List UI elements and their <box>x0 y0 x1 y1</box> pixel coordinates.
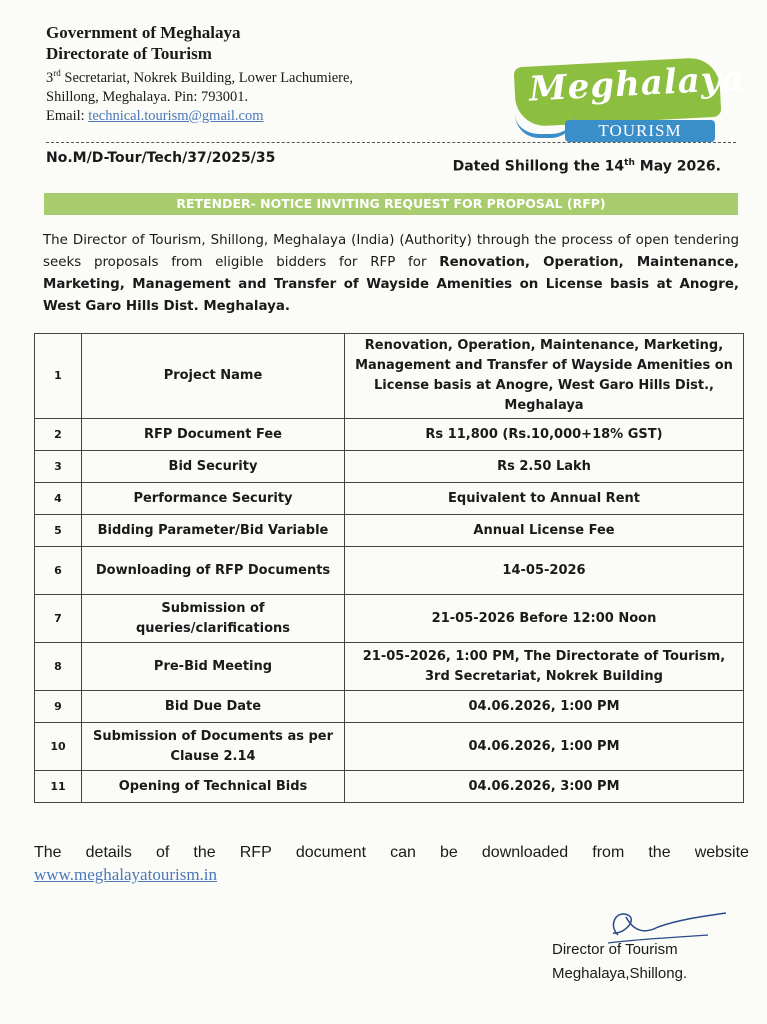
logo-tagline: TOURISM <box>598 121 682 140</box>
intro-plain-text: The Director of Tourism, Shillong, Meghalaya (India) (Authority) through the process of open tendering seeks proposals from eligible bidders for RFP for <box>43 233 739 270</box>
table-row <box>35 483 744 515</box>
footer-word: RFP <box>239 844 272 861</box>
row-label: Submission of Documents as per Clause 2.14 <box>82 723 345 771</box>
footer-word: be <box>440 844 458 861</box>
signatory-location: Meghalaya,Shillong. <box>552 965 688 982</box>
reference-number: No.M/D-Tour/Tech/37/2025/35 <box>46 150 276 166</box>
row-value: Rs 11,800 (Rs.10,000+18% GST) <box>345 419 744 451</box>
row-value: Equivalent to Annual Rent <box>345 483 744 515</box>
footer-word: document <box>295 844 367 861</box>
table-row <box>35 334 744 419</box>
row-value: Renovation, Operation, Maintenance, Marketing, Management and Transfer of Wayside Amenities on License basis at Anogre, West Garo Hills Dist., Meghalaya <box>345 334 744 419</box>
row-label: Project Name <box>82 334 345 419</box>
footer-sentence <box>34 842 749 864</box>
date-suffix: May 2026. <box>634 158 721 175</box>
government-name: Government of Meghalaya <box>46 23 241 42</box>
row-label: Bid Security <box>82 451 345 483</box>
row-number: 1 <box>35 334 82 419</box>
row-number: 7 <box>35 595 82 643</box>
table-row <box>35 451 744 483</box>
row-label: Downloading of RFP Documents <box>82 547 345 595</box>
email-line <box>46 107 466 126</box>
rfp-details-table <box>34 333 744 803</box>
row-label: Bidding Parameter/Bid Variable <box>82 515 345 547</box>
table-row <box>35 723 744 771</box>
table-row <box>35 771 744 803</box>
row-number: 4 <box>35 483 82 515</box>
footer-word: of <box>155 844 170 861</box>
address-line-1 <box>46 64 466 88</box>
logo-wordmark: Meghalaya <box>528 58 746 110</box>
address-superscript: rd <box>53 68 61 78</box>
footer-word: the <box>648 844 671 861</box>
intro-bold-text: Renovation, Operation, Maintenance, Marketing, Management and Transfer of Wayside Amenities on License basis at Anogre, West Garo Hills Dist. Meghalaya. <box>43 255 740 314</box>
row-number: 2 <box>35 419 82 451</box>
email-label: Email: <box>46 107 89 124</box>
meghalaya-tourism-logo <box>515 58 746 144</box>
date-superscript: th <box>624 158 635 168</box>
intro-paragraph <box>43 230 739 318</box>
table-row <box>35 419 744 451</box>
table-row <box>35 515 744 547</box>
signatory-block <box>552 938 687 986</box>
row-number: 9 <box>35 691 82 723</box>
footer-word: details <box>85 844 132 861</box>
header-divider <box>46 142 736 143</box>
row-value: 21-05-2026, 1:00 PM, The Directorate of Tourism, 3rd Secretariat, Nokrek Building <box>345 643 744 691</box>
notice-title: RETENDER- NOTICE INVITING REQUEST FOR PROPOSAL (RFP) <box>176 196 606 211</box>
row-label: Performance Security <box>82 483 345 515</box>
row-number: 10 <box>35 723 82 771</box>
footer-word: website <box>694 844 749 861</box>
row-label: Bid Due Date <box>82 691 345 723</box>
website-link[interactable]: www.meghalayatourism.in <box>34 865 218 884</box>
footer-word: can <box>390 844 416 861</box>
letterhead <box>46 22 466 126</box>
row-label: Submission of queries/clarifications <box>82 595 345 643</box>
row-label: RFP Document Fee <box>82 419 345 451</box>
email-link[interactable]: technical.tourism@gmail.com <box>88 107 264 124</box>
row-label: Opening of Technical Bids <box>82 771 345 803</box>
row-number: 11 <box>35 771 82 803</box>
row-number: 6 <box>35 547 82 595</box>
footer-word: The <box>34 844 62 861</box>
footer-note <box>34 842 749 887</box>
row-number: 3 <box>35 451 82 483</box>
footer-word: the <box>193 844 216 861</box>
signatory-title: Director of Tourism <box>552 941 678 958</box>
address-line-2: Shillong, Meghalaya. Pin: 793001. <box>46 88 249 105</box>
table-row <box>35 643 744 691</box>
table-row <box>35 595 744 643</box>
logo-band <box>565 120 715 142</box>
footer-word: from <box>592 844 625 861</box>
row-value: 21-05-2026 Before 12:00 Noon <box>345 595 744 643</box>
row-number: 8 <box>35 643 82 691</box>
row-label: Pre-Bid Meeting <box>82 643 345 691</box>
address-number: 3 <box>46 69 54 86</box>
address-rest: Secretariat, Nokrek Building, Lower Lachumiere, <box>60 69 354 86</box>
row-value: Rs 2.50 Lakh <box>345 451 744 483</box>
row-value: 04.06.2026, 1:00 PM <box>345 723 744 771</box>
date-prefix: Dated Shillong the 14 <box>452 158 625 175</box>
row-value: 04.06.2026, 3:00 PM <box>345 771 744 803</box>
row-value: 14-05-2026 <box>345 547 744 595</box>
table-row <box>35 691 744 723</box>
directorate-name: Directorate of Tourism <box>46 44 212 63</box>
row-number: 5 <box>35 515 82 547</box>
date-line <box>453 158 721 175</box>
table-row <box>35 547 744 595</box>
row-value: Annual License Fee <box>345 515 744 547</box>
footer-word: downloaded <box>481 844 569 861</box>
row-value: 04.06.2026, 1:00 PM <box>345 691 744 723</box>
notice-banner <box>44 193 738 215</box>
